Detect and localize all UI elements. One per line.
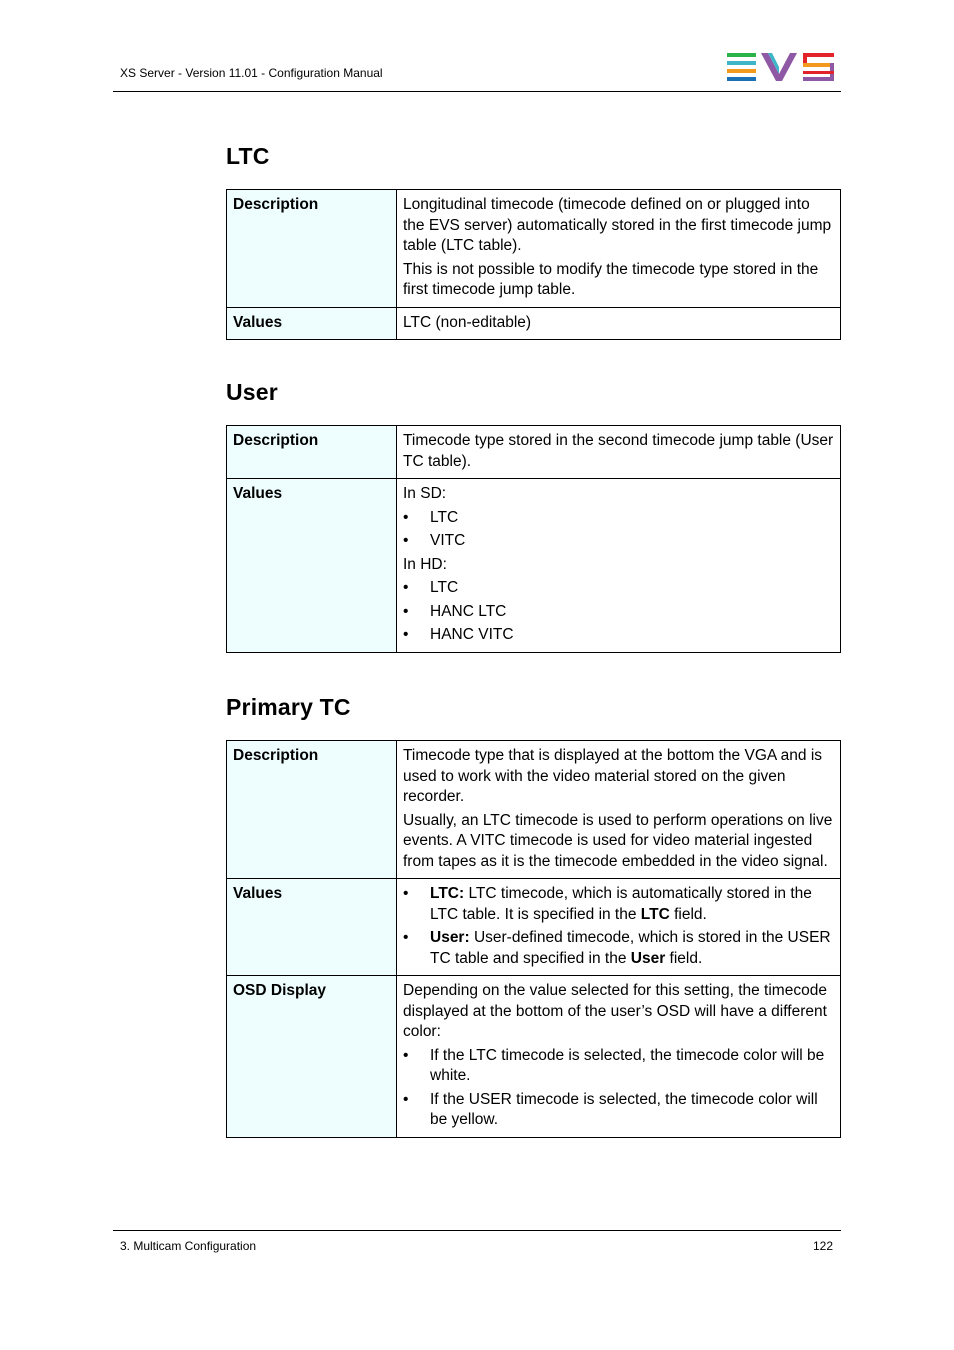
table-row [227,307,841,340]
ltc-table [226,189,841,340]
sd-list [403,508,834,552]
bullet-icon: • [403,929,409,946]
row-value: Timecode type stored in the second timecode jump table (User TC table). [397,426,841,479]
bullet-icon: • [403,532,409,549]
row-value: LTC (non-editable) [397,307,841,340]
values-list [403,884,834,969]
user-table [226,425,841,653]
table-row [227,741,841,879]
bullet-icon: • [403,602,409,620]
hd-label: In HD: [403,555,447,573]
table-row [227,426,841,479]
manual-title: XS Server - Version 11.01 - Configuration Manual [120,66,383,80]
row-label: Values [227,879,397,976]
row-label: Description [227,426,397,479]
bullet-icon: • [403,1046,409,1064]
list-item: • VITC [403,531,834,552]
ltc-heading: LTC [226,143,270,169]
list-item: • If the LTC timecode is selected, the timecode color will be white. [403,1046,825,1084]
list-item: • HANC VITC [403,625,834,646]
bullet-icon: • [403,508,409,526]
row-value [397,976,841,1138]
list-item: • LTC: LTC timecode, which is automatically stored in the LTC table. It is specified in the LTC field. [403,885,812,923]
table-row [227,190,841,308]
description-paragraph: This is not possible to modify the timecode type stored in the first timecode jump table. [403,260,819,298]
page-header [113,0,841,92]
page-number: 122 [812,1239,833,1253]
description-paragraph: Usually, an LTC timecode is used to perform operations on live events. A VITC timecode is used for video material ingested from tapes as it is the timecode embedded in the video signal. [403,811,833,870]
bullet-icon: • [403,1090,409,1108]
row-value [397,479,841,653]
row-label: OSD Display [227,976,397,1138]
row-value [397,879,841,976]
list-item: • LTC [403,508,834,529]
row-label: Values [227,479,397,653]
row-value [397,190,841,308]
list-item: • HANC LTC [403,602,834,623]
table-row [227,879,841,976]
hd-list [403,578,834,646]
bullet-icon: • [403,885,409,902]
list-item: • If the USER timecode is selected, the timecode color will be yellow. [403,1090,818,1128]
list-item: • LTC [403,578,834,599]
page-footer [113,1230,841,1253]
bullet-icon: • [403,579,409,596]
primary-tc-heading: Primary TC [226,694,351,720]
description-paragraph: Timecode type that is displayed at the bottom the VGA and is used to work with the video material stored on the given recorder. [403,747,823,805]
row-label: Description [227,190,397,308]
evs-logo [727,53,834,81]
list-item: • User: User-defined timecode, which is stored in the USER TC table and specified in the User field. [403,929,831,967]
osd-list [403,1046,834,1131]
user-heading: User [226,379,278,405]
description-paragraph: Longitudinal timecode (timecode defined on or plugged into the EVS server) automatically stored in the first timecode jump table (LTC table). [403,196,832,254]
table-row [227,976,841,1138]
bullet-icon: • [403,626,409,643]
table-row [227,479,841,653]
sd-label: In SD: [403,485,447,502]
row-value [397,741,841,879]
osd-intro: Depending on the value selected for this setting, the timecode displayed at the bottom of the user’s OSD will have a different color: [403,982,827,1040]
row-label: Values [227,307,397,340]
primary-tc-table [226,740,841,1138]
row-label: Description [227,741,397,879]
chapter-label: 3. Multicam Configuration [120,1239,257,1253]
